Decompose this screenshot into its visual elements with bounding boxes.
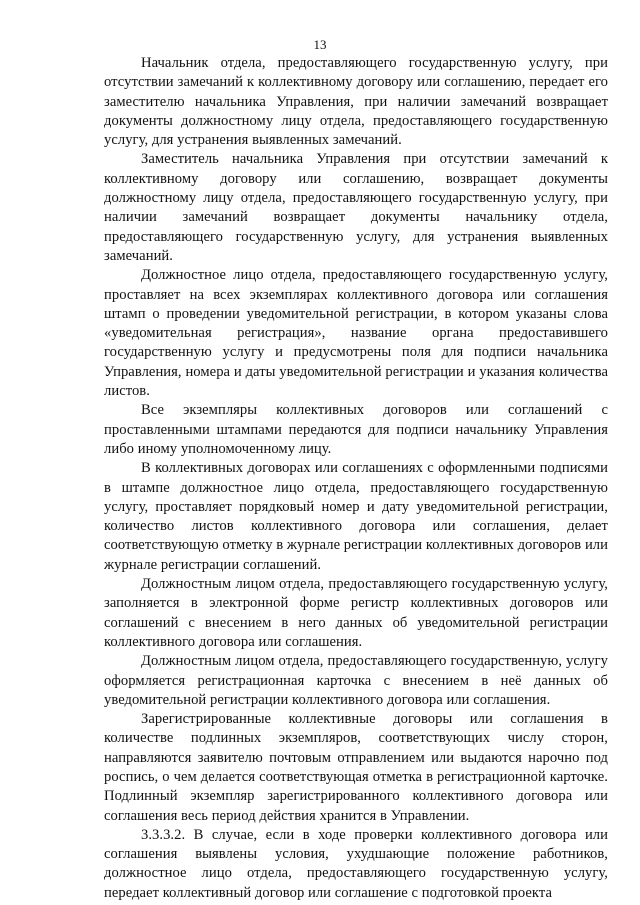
paragraph: Должностным лицом отдела, предоставляющего государственную, услугу оформляется регистрационная карточка с внесением в неё данных об уведомительной регистрации коллективного договора или соглашения. xyxy=(104,653,608,708)
document-body xyxy=(104,54,608,903)
paragraph: Зарегистрированные коллективные договоры или соглашения в количестве подлинных экземпляров, соответствующих числу сторон, направляются заявителю почтовым отправлением или выдаются нарочно под роспись, о чем делается соответствующая отметка в регистрационной карточке. Подлинный экземпляр зарегистрированного коллективного договора или соглашения весь период действия хранится в Управлении. xyxy=(104,711,608,824)
paragraph: Все экземпляры коллективных договоров или соглашений с проставленными штампами передаются для подписи начальнику Управления либо иному уполномоченному лицу. xyxy=(104,402,608,457)
paragraph: Должностным лицом отдела, предоставляющего государственную услугу, заполняется в электронной форме регистр коллективных договоров или соглашений с внесением в него данных об уведомительной регистрации коллективного договора или соглашения. xyxy=(104,576,608,650)
paragraph: 3.3.3.2. В случае, если в ходе проверки коллективного договора или соглашения выявлены условия, ухудшающие положение работников, должностное лицо отдела, предоставляющего государственную услугу, передает коллективный договор или соглашение с подготовкой проекта xyxy=(104,826,608,901)
paragraph: Начальник отдела, предоставляющего государственную услугу, при отсутствии замечаний к коллективному договору или соглашению, передает его заместителю начальника Управления, при наличии замечаний возвращает документы должностному лицу отдела, предоставляющего государственную услугу, для устранения выявленных замечаний. xyxy=(104,55,608,149)
paragraph: Должностное лицо отдела, предоставляющего государственную услугу, проставляет на всех экземплярах коллективного договора или соглашения штамп о проведении уведомительной регистрации, в котором указаны слова «уведомительная регистрация», название органа предоставившего государственную услугу и предусмотрены поля для подписи начальника Управления, номера и даты уведомительной регистрации и указания количества листов. xyxy=(104,267,608,400)
paragraph: Заместитель начальника Управления при отсутствии замечаний к коллективному договору или соглашению, возвращает документы должностному лицу отдела, предоставляющего государственную услугу, при наличии замечаний возвращает документы начальнику отдела, предоставляющего государственную услугу, для устранения выявленных замечаний. xyxy=(104,151,608,264)
paragraph: В коллективных договорах или соглашениях с оформленными подписями в штампе должностное лицо отдела, предоставляющего государственную услугу, проставляет порядковый номер и дату уведомительной регистрации, количество листов коллективного договора или соглашения, делает соответствующую отметку в журнале регистрации коллективных договоров или журнале регистрации соглашений. xyxy=(104,460,608,573)
page-number: 13 xyxy=(313,37,327,52)
